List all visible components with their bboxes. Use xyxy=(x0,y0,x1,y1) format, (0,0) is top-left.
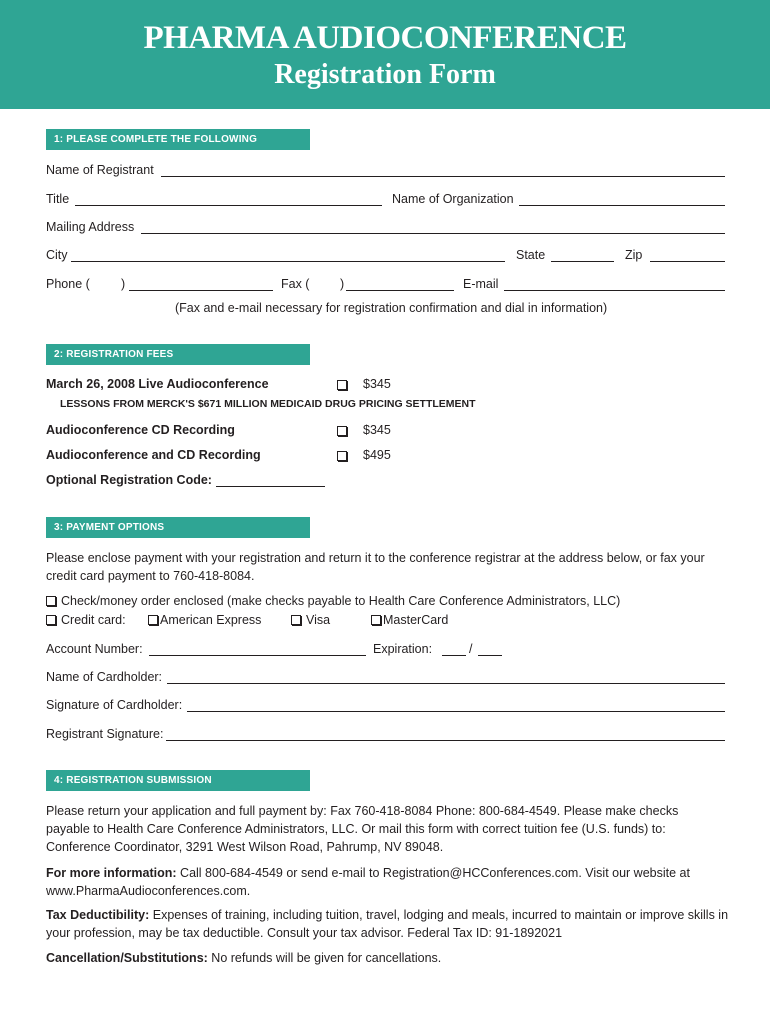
registration-code-field[interactable] xyxy=(216,486,325,487)
section-1-header: 1: PLEASE COMPLETE THE FOLLOWING xyxy=(46,129,310,150)
cancellation-heading: Cancellation/Substitutions: xyxy=(46,951,208,965)
form-subtitle: Registration Form xyxy=(274,59,496,90)
expiration-slash: / xyxy=(469,642,473,656)
cardholder-signature-label: Signature of Cardholder: xyxy=(46,698,183,712)
credit-card-checkbox[interactable] xyxy=(46,615,56,625)
cd-recording-label: Audioconference CD Recording xyxy=(46,423,235,437)
more-information-heading: For more information: xyxy=(46,866,177,880)
mailing-address-field[interactable] xyxy=(141,233,725,234)
city-field[interactable] xyxy=(71,261,505,262)
visa-checkbox[interactable] xyxy=(291,615,301,625)
live-conference-price: $345 xyxy=(363,377,391,391)
account-number-label: Account Number: xyxy=(46,642,143,656)
contact-note: (Fax and e-mail necessary for registration confirmation and dial in information) xyxy=(175,301,608,315)
email-field[interactable] xyxy=(504,290,725,291)
expiration-month-field[interactable] xyxy=(442,655,466,656)
section-3-header: 3: PAYMENT OPTIONS xyxy=(46,517,310,538)
credit-card-label: Credit card: xyxy=(61,613,126,627)
fax-label: Fax ( xyxy=(281,277,310,291)
cd-recording-checkbox[interactable] xyxy=(337,426,347,436)
state-field[interactable] xyxy=(551,261,614,262)
tax-deductibility-text: Expenses of training, including tuition, travel, lodging and meals, incurred to maintain or improve skills in your profession, may be tax deductible. Consult your tax advisor. Federal Tax ID: 91-1892021 xyxy=(46,908,729,940)
check-label: Check/money order enclosed (make checks payable to Health Care Conference Administrators, LLC) xyxy=(61,594,621,608)
registrant-signature-field[interactable] xyxy=(166,740,725,741)
mailing-address-label: Mailing Address xyxy=(46,220,135,234)
mastercard-option[interactable] xyxy=(371,613,448,627)
amex-option[interactable] xyxy=(148,613,261,627)
more-information xyxy=(46,864,706,900)
state-label: State xyxy=(516,248,546,262)
amex-checkbox[interactable] xyxy=(148,615,158,625)
fax-close-paren: ) xyxy=(340,277,345,291)
phone-label: Phone ( xyxy=(46,277,90,291)
registration-code-label: Optional Registration Code: xyxy=(46,473,212,487)
organization-field[interactable] xyxy=(519,205,725,206)
amex-label: American Express xyxy=(160,613,262,627)
section-2-header: 2: REGISTRATION FEES xyxy=(46,344,310,365)
credit-card-option[interactable] xyxy=(46,613,126,627)
email-label: E-mail xyxy=(463,277,499,291)
zip-field[interactable] xyxy=(650,261,725,262)
expiration-label: Expiration: xyxy=(373,642,433,656)
zip-label: Zip xyxy=(625,248,643,262)
expiration-year-field[interactable] xyxy=(478,655,502,656)
registrant-signature-label: Registrant Signature: xyxy=(46,727,164,741)
cardholder-name-field[interactable] xyxy=(167,683,725,684)
mastercard-label: MasterCard xyxy=(383,613,449,627)
city-label: City xyxy=(46,248,68,262)
both-checkbox[interactable] xyxy=(337,451,347,461)
check-checkbox[interactable] xyxy=(46,596,56,606)
live-conference-label: March 26, 2008 Live Audioconference xyxy=(46,377,269,391)
lesson-title: LESSONS FROM MERCK'S $671 MILLION MEDICAID DRUG PRICING SETTLEMENT xyxy=(60,398,476,410)
cd-recording-price: $345 xyxy=(363,423,391,437)
payment-intro: Please enclose payment with your registration and return it to the conference registrar at the address below, or fax your credit card payment to 760-418-8084. xyxy=(46,551,705,583)
live-conference-checkbox[interactable] xyxy=(337,380,347,390)
title-field[interactable] xyxy=(75,205,382,206)
organization-label: Name of Organization xyxy=(392,192,514,206)
both-label: Audioconference and CD Recording xyxy=(46,448,261,462)
section-4-header: 4: REGISTRATION SUBMISSION xyxy=(46,770,310,791)
form-title: PHARMA AUDIOCONFERENCE xyxy=(143,20,627,56)
more-information-text: Call 800-684-4549 or send e-mail to Registration@HCConferences.com. Visit our website at www.PharmaAudioconferences.com. xyxy=(46,866,690,898)
phone-field[interactable] xyxy=(129,290,273,291)
account-number-field[interactable] xyxy=(149,655,366,656)
return-instructions: Please return your application and full payment by: Fax 760-418-8084 Phone: 800-684-4549. Please make checks payable to Health Care Conference Administrators, LLC. Or mail this form with correct tuition fee (U.S. funds) to: Conference Coordinator, 3291 West Wilson Road, Pahrump, NV 89048. xyxy=(46,804,679,854)
fax-field[interactable] xyxy=(346,290,454,291)
tax-deductibility-heading: Tax Deductibility: xyxy=(46,908,150,922)
title-label: Title xyxy=(46,192,70,206)
cancellation-text: No refunds will be given for cancellations. xyxy=(207,951,442,965)
check-option[interactable] xyxy=(46,594,620,608)
tax-deductibility xyxy=(46,906,736,942)
visa-label: Visa xyxy=(306,613,331,627)
both-price: $495 xyxy=(363,448,391,462)
visa-option[interactable] xyxy=(291,613,330,627)
mastercard-checkbox[interactable] xyxy=(371,615,381,625)
phone-close-paren: ) xyxy=(121,277,126,291)
registrant-name-label: Name of Registrant xyxy=(46,163,154,177)
registrant-name-field[interactable] xyxy=(161,176,725,177)
cardholder-name-label: Name of Cardholder: xyxy=(46,670,163,684)
cardholder-signature-field[interactable] xyxy=(187,711,725,712)
cancellation-policy xyxy=(46,949,736,967)
header-banner xyxy=(0,0,770,109)
